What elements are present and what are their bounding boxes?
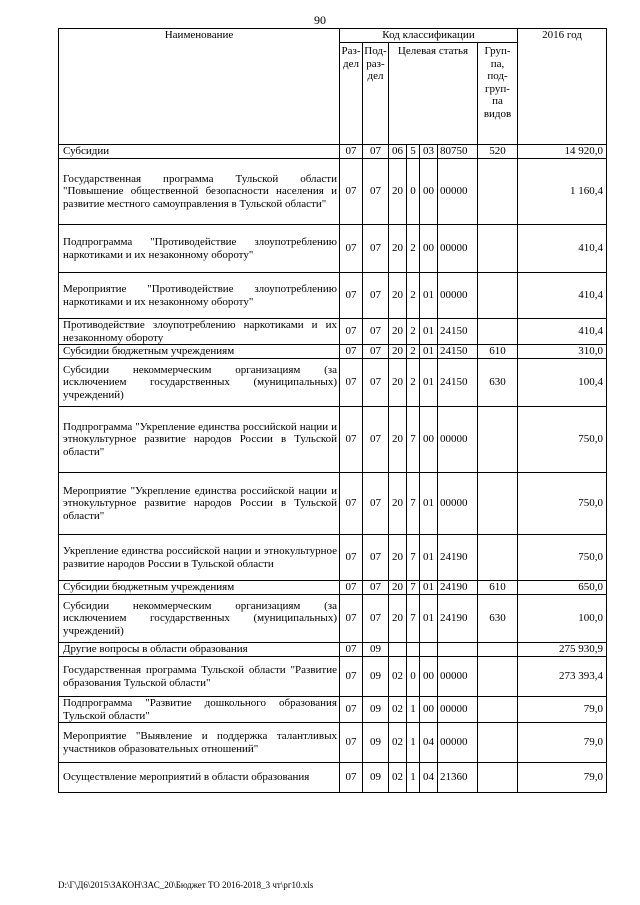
row-name: Субсидии бюджетным учреждениям	[59, 345, 340, 359]
table-row	[59, 763, 607, 793]
row-amount-2016: 410,4	[518, 319, 607, 345]
row-direction-code: 24190	[438, 595, 478, 643]
header-name: Наименование	[59, 29, 340, 145]
row-activity-code: 00	[420, 697, 438, 723]
row-activity-code: 03	[420, 145, 438, 159]
row-subsection: 07	[363, 473, 389, 535]
table-row	[59, 595, 607, 643]
page-number: 90	[314, 13, 326, 27]
row-section: 07	[340, 535, 363, 581]
header-year: 2016 год	[518, 29, 607, 145]
row-amount-2016: 750,0	[518, 535, 607, 581]
row-program-code: 20	[389, 359, 407, 407]
table-row	[59, 225, 607, 273]
row-section: 07	[340, 159, 363, 225]
row-section: 07	[340, 657, 363, 697]
row-name: Подпрограмма "Укрепление единства российской нации и этнокультурное развитие народов России в Тульской области"	[59, 407, 340, 473]
row-activity-code: 01	[420, 319, 438, 345]
row-subprogram-code: 7	[407, 535, 420, 581]
row-expense-group	[478, 657, 518, 697]
row-expense-group: 610	[478, 345, 518, 359]
header-subsection: Под- раз- дел	[363, 43, 389, 145]
row-direction-code: 24150	[438, 359, 478, 407]
row-name: Государственная программа Тульской области "Развитие образования Тульской области"	[59, 657, 340, 697]
row-expense-group	[478, 159, 518, 225]
row-subprogram-code: 2	[407, 225, 420, 273]
row-subprogram-code: 1	[407, 763, 420, 793]
table-row	[59, 697, 607, 723]
row-activity-code: 00	[420, 225, 438, 273]
row-subsection: 07	[363, 145, 389, 159]
row-activity-code: 04	[420, 723, 438, 763]
table-row	[59, 319, 607, 345]
row-program-code: 20	[389, 159, 407, 225]
row-subprogram-code: 5	[407, 145, 420, 159]
row-section: 07	[340, 723, 363, 763]
row-section: 07	[340, 697, 363, 723]
row-expense-group	[478, 319, 518, 345]
table-row	[59, 345, 607, 359]
row-expense-group	[478, 697, 518, 723]
row-amount-2016: 310,0	[518, 345, 607, 359]
row-subprogram-code: 2	[407, 273, 420, 319]
row-subsection: 07	[363, 225, 389, 273]
row-name: Мероприятие "Выявление и поддержка талантливых участников образовательных отношений"	[59, 723, 340, 763]
row-activity-code: 01	[420, 273, 438, 319]
budget-table	[58, 28, 607, 793]
table-row	[59, 581, 607, 595]
row-direction-code: 00000	[438, 407, 478, 473]
row-subsection: 07	[363, 345, 389, 359]
row-program-code	[389, 643, 407, 657]
budget-table-container	[58, 28, 607, 793]
table-row	[59, 407, 607, 473]
row-activity-code: 01	[420, 595, 438, 643]
row-section: 07	[340, 407, 363, 473]
row-expense-group	[478, 763, 518, 793]
row-amount-2016: 100,0	[518, 595, 607, 643]
row-amount-2016: 650,0	[518, 581, 607, 595]
row-expense-group	[478, 407, 518, 473]
row-amount-2016: 79,0	[518, 697, 607, 723]
row-amount-2016: 410,4	[518, 225, 607, 273]
row-activity-code: 01	[420, 535, 438, 581]
table-row	[59, 657, 607, 697]
row-program-code: 20	[389, 595, 407, 643]
row-expense-group	[478, 723, 518, 763]
footer-file-path: D:\Г\Д6\2015\ЗАКОН\ЗАС_20\Бюджет ТО 2016-2018_3 чт\рг10.xls	[58, 880, 314, 890]
row-name: Подпрограмма "Развитие дошкольного образования Тульской области"	[59, 697, 340, 723]
table-row	[59, 273, 607, 319]
row-name: Субсидии некоммерческим организациям (за исключением государственных (муниципальных) учреждений)	[59, 595, 340, 643]
row-name: Другие вопросы в области образования	[59, 643, 340, 657]
header-group: Груп- па, под- груп- па видов	[478, 43, 518, 145]
row-amount-2016: 1 160,4	[518, 159, 607, 225]
row-activity-code: 04	[420, 763, 438, 793]
row-subprogram-code: 0	[407, 159, 420, 225]
row-name: Мероприятие "Противодействие злоупотреблению наркотиками и их незаконному обороту"	[59, 273, 340, 319]
row-amount-2016: 14 920,0	[518, 145, 607, 159]
row-subprogram-code: 7	[407, 581, 420, 595]
row-direction-code: 24190	[438, 581, 478, 595]
row-direction-code: 00000	[438, 225, 478, 273]
table-row	[59, 535, 607, 581]
row-amount-2016: 79,0	[518, 723, 607, 763]
row-subsection: 07	[363, 159, 389, 225]
row-section: 07	[340, 581, 363, 595]
row-direction-code: 80750	[438, 145, 478, 159]
row-subsection: 07	[363, 595, 389, 643]
row-program-code: 20	[389, 535, 407, 581]
row-expense-group: 610	[478, 581, 518, 595]
row-subsection: 07	[363, 319, 389, 345]
row-subprogram-code: 7	[407, 407, 420, 473]
row-amount-2016: 410,4	[518, 273, 607, 319]
table-row	[59, 159, 607, 225]
row-name: Мероприятие "Укрепление единства российской нации и этнокультурное развитие народов России в Тульской области"	[59, 473, 340, 535]
row-name: Осуществление мероприятий в области образования	[59, 763, 340, 793]
row-name: Субсидии некоммерческим организациям (за исключением государственных (муниципальных) учреждений)	[59, 359, 340, 407]
row-section: 07	[340, 345, 363, 359]
row-program-code: 20	[389, 225, 407, 273]
row-subprogram-code: 2	[407, 319, 420, 345]
row-activity-code: 01	[420, 359, 438, 407]
row-direction-code: 00000	[438, 473, 478, 535]
row-expense-group	[478, 535, 518, 581]
row-subprogram-code: 1	[407, 697, 420, 723]
row-direction-code: 00000	[438, 657, 478, 697]
row-direction-code: 00000	[438, 273, 478, 319]
row-direction-code: 24150	[438, 345, 478, 359]
row-program-code: 20	[389, 473, 407, 535]
row-direction-code: 24190	[438, 535, 478, 581]
row-activity-code: 01	[420, 581, 438, 595]
row-expense-group: 520	[478, 145, 518, 159]
row-program-code: 02	[389, 723, 407, 763]
row-name: Подпрограмма "Противодействие злоупотреблению наркотиками и их незаконному обороту"	[59, 225, 340, 273]
row-activity-code: 01	[420, 345, 438, 359]
row-subsection: 07	[363, 581, 389, 595]
row-expense-group	[478, 225, 518, 273]
row-subprogram-code: 2	[407, 359, 420, 407]
row-program-code: 06	[389, 145, 407, 159]
row-program-code: 20	[389, 407, 407, 473]
row-expense-group	[478, 643, 518, 657]
row-name: Субсидии	[59, 145, 340, 159]
row-subsection: 07	[363, 535, 389, 581]
row-subprogram-code: 0	[407, 657, 420, 697]
row-amount-2016: 79,0	[518, 763, 607, 793]
table-body	[59, 145, 607, 793]
row-section: 07	[340, 595, 363, 643]
row-direction-code	[438, 643, 478, 657]
row-activity-code: 00	[420, 657, 438, 697]
row-subsection: 07	[363, 359, 389, 407]
row-subsection: 09	[363, 657, 389, 697]
row-expense-group	[478, 473, 518, 535]
row-amount-2016: 750,0	[518, 407, 607, 473]
row-name: Государственная программа Тульской области "Повышение общественной безопасности населения и развитие местного самоуправления в Тульской области"	[59, 159, 340, 225]
row-direction-code: 00000	[438, 723, 478, 763]
row-section: 07	[340, 273, 363, 319]
row-name: Субсидии бюджетным учреждениям	[59, 581, 340, 595]
row-subsection: 09	[363, 763, 389, 793]
row-subprogram-code: 2	[407, 345, 420, 359]
row-amount-2016: 275 930,9	[518, 643, 607, 657]
row-name: Противодействие злоупотреблению наркотиками и их незаконному обороту	[59, 319, 340, 345]
row-activity-code: 00	[420, 159, 438, 225]
row-subsection: 07	[363, 407, 389, 473]
row-expense-group	[478, 273, 518, 319]
table-row	[59, 643, 607, 657]
row-program-code: 02	[389, 657, 407, 697]
row-program-code: 20	[389, 345, 407, 359]
table-row	[59, 473, 607, 535]
row-subsection: 09	[363, 697, 389, 723]
row-section: 07	[340, 145, 363, 159]
header-classification: Код классификации	[340, 29, 518, 43]
row-program-code: 20	[389, 581, 407, 595]
row-subprogram-code: 7	[407, 473, 420, 535]
row-activity-code: 00	[420, 407, 438, 473]
row-section: 07	[340, 359, 363, 407]
row-direction-code: 21360	[438, 763, 478, 793]
row-subsection: 09	[363, 723, 389, 763]
row-amount-2016: 273 393,4	[518, 657, 607, 697]
row-program-code: 20	[389, 273, 407, 319]
row-activity-code	[420, 643, 438, 657]
row-section: 07	[340, 319, 363, 345]
row-subprogram-code: 7	[407, 595, 420, 643]
row-direction-code: 00000	[438, 159, 478, 225]
row-amount-2016: 750,0	[518, 473, 607, 535]
row-program-code: 20	[389, 319, 407, 345]
header-target-article: Целевая статья	[389, 43, 478, 145]
row-expense-group: 630	[478, 595, 518, 643]
row-amount-2016: 100,4	[518, 359, 607, 407]
row-direction-code: 00000	[438, 697, 478, 723]
row-section: 07	[340, 643, 363, 657]
table-row	[59, 723, 607, 763]
row-subsection: 07	[363, 273, 389, 319]
row-section: 07	[340, 763, 363, 793]
row-subprogram-code	[407, 643, 420, 657]
table-row	[59, 145, 607, 159]
row-name: Укрепление единства российской нации и этнокультурное развитие народов России в Тульской области	[59, 535, 340, 581]
header-section: Раз- дел	[340, 43, 363, 145]
row-direction-code: 24150	[438, 319, 478, 345]
row-program-code: 02	[389, 763, 407, 793]
row-expense-group: 630	[478, 359, 518, 407]
row-section: 07	[340, 473, 363, 535]
table-row	[59, 359, 607, 407]
row-subprogram-code: 1	[407, 723, 420, 763]
row-activity-code: 01	[420, 473, 438, 535]
row-subsection: 09	[363, 643, 389, 657]
row-program-code: 02	[389, 697, 407, 723]
row-section: 07	[340, 225, 363, 273]
